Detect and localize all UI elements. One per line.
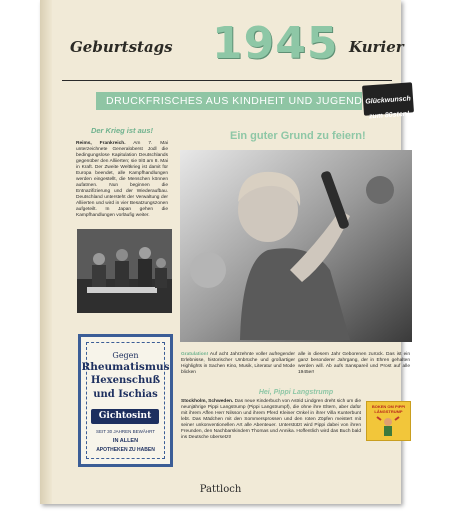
pippi-text: Das neue Kinderbuch von Astrid Lindgren dreht sich um die neunjährige Pippi Langstrump (Pippi Langstrumpf), die ohne ihre Eltern, aber dafür mit ihrem Affen Herr Nilsson und ihrem Pferd Kleiner Onkel in ihrer Villa Kunterbunt lebt. Das Mädchen mit den Sommersprossen und den roten Zöpfen meistert mit seiner unkonventionellen Art alle Abenteuer. Unterstützt wird Pippi dabei von ihren Freunden, den Nachbarskindern Thomas und Annika. Hoffentlich wird das Buch bald ins Deutsche übersetzt! <box>181 399 361 440</box>
article-text: Am 7. Mai unterzeichnete Generaloberst Jodl die bedingungslose Kapitulation Deutschlands gegenüber den Alliierten; sie tritt am 8. Mai in Kraft. Der Zweite Weltkrieg ist damit für Europa beendet, alle Kampfhandlungen werden eingestellt, die Menschen können aufatmen. Nun beginnen die Entnazifizierung und der Wiederaufbau. Deutschland untersteht der Verwaltung der Alliierten und wird in vier Besatzungszonen aufgeteilt. In Japan gehen die Kampfhandlungen vorläufig weiter. <box>76 141 168 218</box>
feature-photo <box>180 150 412 342</box>
article-dateline: Reims, Frankreich. <box>76 141 126 146</box>
rule-top <box>62 80 392 81</box>
feature-text-1: Auf acht Jahrzehnte voller aufregender Erlebnisse, historischer Umbrüche und großartiger Highlights in Sachen Kino, Musik, Literatur und Mode blicken <box>181 352 295 375</box>
seal-line-1: Glückwunsch <box>365 95 412 106</box>
ad-brand: Gichtosint <box>91 409 159 424</box>
feature-text-left <box>181 352 295 376</box>
subtitle-banner <box>96 92 362 110</box>
publisher-name: Pattloch <box>199 484 242 495</box>
pippi-book-cover <box>366 401 411 441</box>
ad-line-6: IN ALLEN <box>112 438 139 444</box>
feature-heading: Ein guter Grund zu feiern! <box>230 130 366 142</box>
ad-line-5: SEIT 30 JAHREN BEWÄHRT <box>95 429 156 434</box>
book-spine <box>40 0 52 504</box>
history-photo-image <box>77 229 172 313</box>
masthead-right: Kurier <box>349 38 404 56</box>
birthday-seal <box>362 82 414 121</box>
feature-photo-image <box>180 150 412 342</box>
pippi-dateline: Stockholm, Schweden. <box>181 399 234 404</box>
article-body <box>76 141 168 219</box>
feature-text-right <box>298 352 410 376</box>
banner-text: DRUCKFRISCHES AUS KINDHEIT UND JUGEND <box>106 95 363 107</box>
ad-line-7: APOTHEKEN ZU HABEN <box>96 447 155 453</box>
ad-line-1: Gegen <box>112 351 139 360</box>
article-heading: Der Krieg ist aus! <box>90 126 154 135</box>
history-photo <box>77 229 172 313</box>
vintage-ad <box>78 334 173 467</box>
article-war-end <box>76 126 168 219</box>
feature-text-2: alle in diesem Jahr Geborenen zurück. Das ist ein ganz besonderer Jahrgang, der in Ehren gehalten werden will. Ab aufs Sanspareil und Prost auf alle 1945er! <box>298 352 410 375</box>
ad-line-3: Hexenschuß <box>90 375 161 386</box>
pippi-heading: Hei, Pippi Langstrump <box>258 389 334 396</box>
seal-line-2: zum 80sten! <box>368 110 410 121</box>
pippi-book-title: BOKEN OM PIPPI LÅNGSTRUMP <box>371 404 406 414</box>
feature-lead: Gratulation! <box>181 352 209 357</box>
book-cover <box>40 0 412 504</box>
ad-line-4: und Ischias <box>93 389 158 400</box>
article-pippi <box>181 399 361 441</box>
pippi-figure-icon <box>367 414 410 440</box>
masthead-left: Geburtstags <box>70 38 173 56</box>
masthead <box>62 18 404 70</box>
masthead-year: 1945 <box>212 18 339 69</box>
ad-line-2: Rheumatismus <box>81 361 170 373</box>
